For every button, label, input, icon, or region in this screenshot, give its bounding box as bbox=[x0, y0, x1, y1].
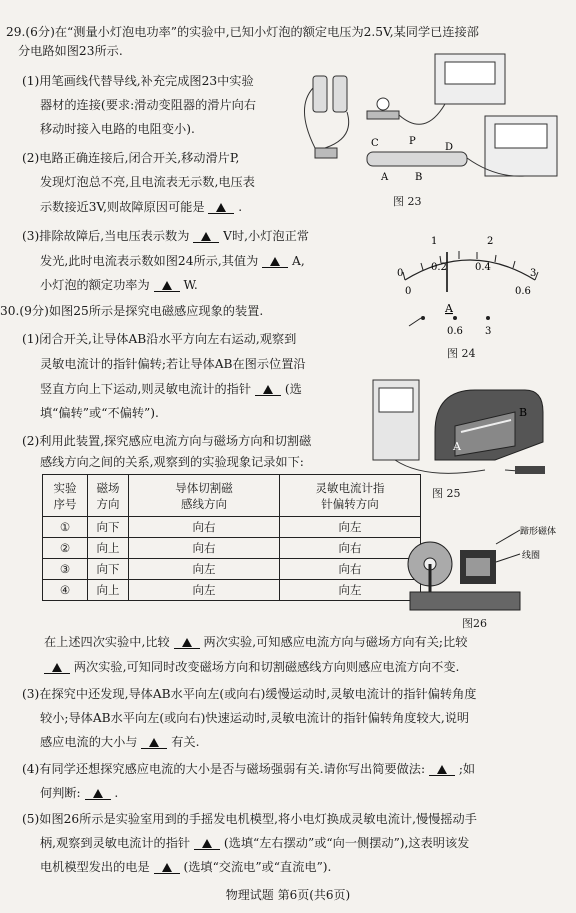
table-header-cell: 磁场 方向 bbox=[88, 475, 129, 517]
figure-23-circuit bbox=[295, 48, 565, 208]
fig24-terminal: 3 bbox=[485, 326, 492, 337]
fig23-label: C bbox=[371, 138, 379, 149]
fig24-terminal: 0.6 bbox=[447, 326, 463, 337]
q29-2-line2: 发现灯泡总不亮,且电流表无示数,电压表 bbox=[40, 175, 255, 189]
fig24-scale-label: 0 bbox=[405, 286, 412, 297]
q29-2-line3: 示数接近3V,则故障原因可能是 . bbox=[40, 200, 243, 214]
table-row: ④ 向上 向左 向左 bbox=[43, 580, 421, 601]
answer-blank[interactable] bbox=[154, 861, 180, 874]
fig24-scale-label: 0 bbox=[397, 268, 404, 279]
table-row: ② 向上 向右 向右 bbox=[43, 538, 421, 559]
fig23-label: A bbox=[381, 172, 389, 183]
fig25-label: A bbox=[453, 440, 461, 453]
answer-blank[interactable] bbox=[208, 201, 234, 214]
table-header-cell: 导体切割磁 感线方向 bbox=[129, 475, 280, 517]
q29-intro-line1: 29.(6分)在“测量小灯泡电功率”的实验中,已知小灯泡的额定电压为2.5V,某同学已连接部 bbox=[6, 25, 479, 39]
q29-3-line1: (3)排除故障后,当电压表示数为 V时,小灯泡正常 bbox=[22, 229, 309, 243]
figure-24-caption: 图 24 bbox=[447, 347, 476, 360]
answer-blank[interactable] bbox=[194, 837, 220, 850]
q30-title: 30.(9分)如图25所示是探究电磁感应现象的装置. bbox=[0, 304, 264, 318]
fig24-scale-label: 0.6 bbox=[515, 286, 531, 297]
q30-4-line1: (4)有同学还想探究感应电流的大小是否与磁场强弱有关.请你写出简要做法: ;如 bbox=[22, 762, 476, 776]
table-row: ① 向下 向右 向左 bbox=[43, 517, 421, 538]
q30-2-line2: 感线方向之间的关系,观察到的实验现象记录如下: bbox=[40, 455, 304, 469]
table-header-cell: 实验 序号 bbox=[43, 475, 88, 517]
fig23-label: B bbox=[415, 172, 423, 183]
fig26-label: 线圈 bbox=[522, 551, 541, 561]
fig24-unit: A bbox=[445, 302, 453, 315]
table-header-cell: 灵敏电流计指 针偏转方向 bbox=[280, 475, 421, 517]
q29-1-line2: 器材的连接(要求:滑动变阻器的滑片向右 bbox=[40, 98, 257, 112]
q29-3-line2: 发光,此时电流表示数如图24所示,其值为 A, bbox=[40, 254, 305, 268]
q30-1-line3: 竖直方向上下运动,则灵敏电流计的指针 (选 bbox=[40, 382, 302, 396]
answer-blank[interactable] bbox=[174, 636, 200, 649]
q30-compare-line2: 两次实验,可知同时改变磁场方向和切割磁感线方向则感应电流方向不变. bbox=[44, 659, 459, 676]
fig24-scale-label: 2 bbox=[487, 236, 494, 247]
answer-blank[interactable] bbox=[255, 383, 281, 396]
fig23-label: P bbox=[409, 136, 416, 147]
figure-24-ammeter bbox=[385, 230, 555, 340]
q30-compare-line1: 在上述四次实验中,比较 两次实验,可知感应电流方向与磁场方向有关;比较 bbox=[44, 635, 468, 649]
answer-blank[interactable] bbox=[44, 661, 70, 674]
q29-2-line1: (2)电路正确连接后,闭合开关,移动滑片P, bbox=[22, 151, 240, 165]
figure-23-caption: 图 23 bbox=[393, 195, 422, 208]
q30-4-line2: 何判断: . bbox=[40, 786, 119, 800]
q30-1-line4: 填“偏转”或“不偏转”). bbox=[40, 406, 159, 420]
q29-intro-line2: 分电路如图23所示. bbox=[18, 44, 123, 58]
table-row: ③ 向下 向左 向右 bbox=[43, 559, 421, 580]
fig24-scale-label: 3 bbox=[530, 268, 537, 279]
answer-blank[interactable] bbox=[429, 763, 455, 776]
fig24-scale-label: 1 bbox=[431, 236, 438, 247]
answer-blank[interactable] bbox=[85, 787, 111, 800]
q30-5-line2: 柄,观察到灵敏电流计的指针 (选填“左右摆动”或“向一侧摆动”),这表明该发 bbox=[40, 836, 470, 850]
fig24-scale-label: 0.4 bbox=[475, 262, 491, 273]
table-header-row bbox=[43, 475, 421, 517]
q29-1-line3: 移动时接入电路的电阻变小). bbox=[40, 122, 195, 136]
q30-1-line1: (1)闭合开关,让导体AB沿水平方向左右运动,观察到 bbox=[22, 332, 297, 346]
answer-blank[interactable] bbox=[141, 736, 167, 749]
fig24-scale-label: 0.2 bbox=[431, 262, 447, 273]
q30-5-line1: (5)如图26所示是实验室用到的手摇发电机模型,将小电灯换成灵敏电流计,慢慢摇动手 bbox=[22, 812, 477, 826]
q30-2-line1: (2)利用此装置,探究感应电流方向与磁场方向和切割磁 bbox=[22, 434, 312, 448]
figure-26-caption: 图26 bbox=[462, 617, 487, 630]
fig23-label: D bbox=[445, 142, 454, 153]
q30-3-line1: (3)在探究中还发现,导体AB水平向左(或向右)缓慢运动时,灵敏电流计的指针偏转角度 bbox=[22, 687, 477, 701]
answer-blank[interactable] bbox=[154, 279, 180, 292]
fig26-label: 蹄形磁体 bbox=[520, 527, 557, 537]
answer-blank[interactable] bbox=[262, 255, 288, 268]
q30-3-line2: 较小;导体AB水平向左(或向右)快速运动时,灵敏电流计的指针偏转角度较大,说明 bbox=[40, 711, 470, 725]
figure-25-caption: 图 25 bbox=[432, 487, 461, 500]
fig25-label: B bbox=[519, 406, 528, 419]
figure-25-induction bbox=[365, 372, 565, 482]
q29-1-line1: (1)用笔画线代替导线,补充完成图23中实验 bbox=[22, 74, 254, 88]
figure-26-generator bbox=[400, 524, 560, 614]
q30-1-line2: 灵敏电流计的指针偏转;若让导体AB在图示位置沿 bbox=[40, 357, 306, 371]
q30-3-line3: 感应电流的大小与 有关. bbox=[40, 735, 200, 749]
q30-5-line3: 电机模型发出的电是 (选填“交流电”或“直流电”). bbox=[40, 860, 332, 874]
page-footer: 物理试题 第6页(共6页) bbox=[225, 888, 351, 902]
answer-blank[interactable] bbox=[193, 230, 219, 243]
q29-3-line3: 小灯泡的额定功率为 W. bbox=[40, 278, 198, 292]
experiment-table bbox=[42, 474, 421, 601]
